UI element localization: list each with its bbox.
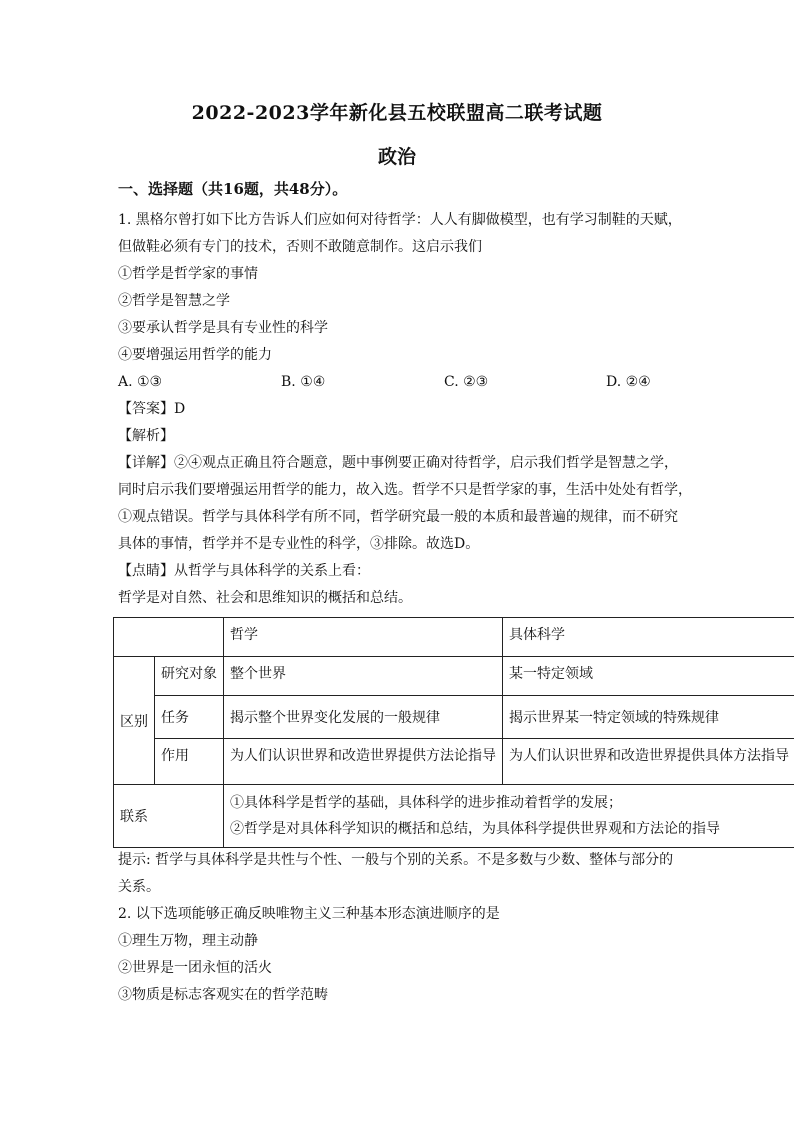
exam-title: 2022-2023学年新化县五校联盟高二联考试题 (191, 102, 603, 124)
comparison-table (113, 617, 794, 848)
q1-option-a: A. ①③ (118, 374, 163, 390)
table-header-philosophy: 哲学 (224, 618, 503, 657)
q1-detail-line1 (118, 454, 678, 472)
q2-item-1: ①理生万物，理主动静 (118, 933, 258, 949)
tip-label: 【点睛】 (118, 563, 174, 579)
table-cell-science: 某一特定领域 (503, 657, 794, 696)
q1-item-2: ②哲学是智慧之学 (118, 293, 230, 309)
table-row (114, 657, 794, 696)
q1-option-c: C. ②③ (444, 374, 489, 390)
q1-detail-line4: 具体的事情，哲学并不是专业性的科学，③排除。故选D。 (118, 536, 480, 552)
q1-stem-line2: 但做鞋必须有专门的技术，否则不敢随意制作。这启示我们 (118, 239, 482, 255)
table-row-label: 研究对象 (155, 657, 224, 696)
relation-line1: ①具体科学是哲学的基础，具体科学的进步推动着哲学的发展； (230, 795, 622, 811)
q1-item-4: ④要增强运用哲学的能力 (118, 347, 272, 363)
q1-tip-line2: 哲学是对自然、社会和思维知识的概括和总结。 (118, 590, 412, 606)
q1-stem-line1: 1. 黑格尔曾打如下比方告诉人们应如何对待哲学：人人有脚做模型，也有学习制鞋的天赋， (118, 212, 682, 228)
q2-item-3: ③物质是标志客观实在的哲学范畴 (118, 987, 328, 1003)
table-cell-science: 揭示世界某一特定领域的特殊规律 (503, 696, 794, 739)
table-cell-philosophy: 揭示整个世界变化发展的一般规律 (224, 696, 503, 739)
table-relation-row (114, 785, 794, 848)
table-row-label: 任务 (155, 696, 224, 739)
tip-text: 从哲学与具体科学的关系上看： (174, 563, 370, 579)
table-relation-label: 联系 (114, 785, 224, 848)
detail-text: ②④观点正确且符合题意，题中事例要正确对待哲学，启示我们哲学是智慧之学， (174, 455, 678, 471)
section-heading: 一、选择题（共16题，共48分）。 (118, 180, 348, 198)
q1-answer: 【答案】D (118, 401, 186, 417)
table-cell-science: 为人们认识世界和改造世界提供具体方法指导 (503, 739, 794, 785)
q1-analysis-label: 【解析】 (118, 428, 174, 444)
table-header-science: 具体科学 (503, 618, 794, 657)
table-cell-philosophy: 为人们认识世界和改造世界提供方法论指导 (224, 739, 503, 785)
table-relation-content (224, 785, 794, 848)
note-line1: 提示: 哲学与具体科学是共性与个性、一般与个别的关系。不是多数与少数、整体与部分的 (118, 852, 674, 868)
table-row (114, 739, 794, 785)
q2-item-2: ②世界是一团永恒的活火 (118, 960, 272, 976)
exam-subject: 政治 (377, 146, 416, 168)
note-line2: 关系。 (118, 879, 160, 895)
q1-item-1: ①哲学是哲学家的事情 (118, 266, 258, 282)
q1-detail-line3: ①观点错误。哲学与具体科学有所不同，哲学研究最一般的本质和最普遍的规律，而不研究 (118, 509, 678, 525)
table-header-empty (114, 618, 224, 657)
table-group-label: 区别 (114, 657, 155, 785)
q1-item-3: ③要承认哲学是具有专业性的科学 (118, 320, 328, 336)
q2-stem: 2. 以下选项能够正确反映唯物主义三种基本形态演进顺序的是 (118, 906, 500, 922)
q1-option-b: B. ①④ (281, 374, 326, 390)
table-cell-philosophy: 整个世界 (224, 657, 503, 696)
q1-option-d: D. ②④ (606, 374, 651, 390)
table-row (114, 696, 794, 739)
q1-tip-line1 (118, 562, 370, 580)
detail-label: 【详解】 (118, 455, 174, 471)
table-row-label: 作用 (155, 739, 224, 785)
q1-detail-line2: 同时启示我们要增强运用哲学的能力，故入选。哲学不只是哲学家的事，生活中处处有哲学， (118, 482, 692, 498)
table-header-row (114, 618, 794, 657)
relation-line2: ②哲学是对具体科学知识的概括和总结，为具体科学提供世界观和方法论的指导 (230, 821, 720, 837)
